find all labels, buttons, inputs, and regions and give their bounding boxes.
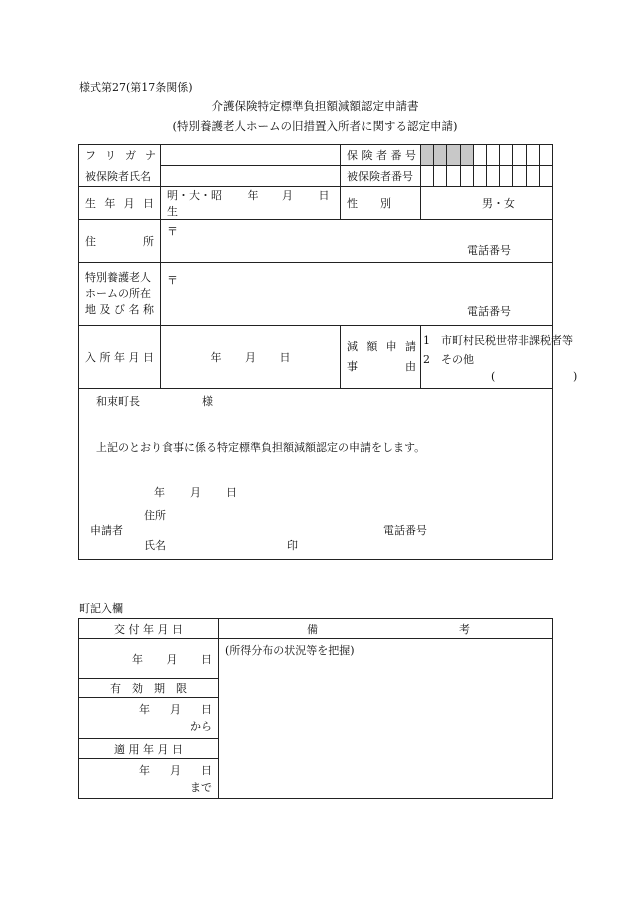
- remarks-field[interactable]: [219, 639, 553, 799]
- request-year: 年: [154, 486, 165, 499]
- request-text: 上記のとおり食事に係る特定標準負担額減額認定の申請をします。: [96, 441, 426, 454]
- addressee: 和束町長: [96, 395, 140, 408]
- insurer-number-label: 保 険 者 番 号: [341, 145, 421, 166]
- office-use-table: [78, 618, 553, 799]
- address-field[interactable]: [161, 220, 553, 263]
- apply-until: まで: [190, 780, 212, 794]
- applicant-name-label: 氏名: [144, 539, 166, 552]
- valid-period-label: 有 効 期 限: [79, 679, 219, 698]
- applicant-phone-label: 電話番号: [383, 524, 427, 537]
- facility-postal-mark: 〒: [167, 274, 178, 287]
- insured-name-field[interactable]: [161, 166, 341, 187]
- reason-paren-close: ): [573, 370, 578, 383]
- insurer-number-boxes[interactable]: [421, 145, 553, 166]
- request-month: 月: [190, 486, 201, 499]
- issue-date-field[interactable]: 年 月 日: [79, 639, 219, 679]
- application-form-table: [78, 144, 578, 560]
- remarks-header: 備 考: [219, 619, 553, 639]
- reduction-reason-label: 減額申請 事 由: [341, 326, 421, 389]
- gender-label: 性 別: [341, 187, 421, 220]
- valid-from: から: [190, 720, 212, 733]
- remarks-note: (所得分布の状況等を把握): [225, 644, 355, 657]
- form-title: 介護保険特定標準負担額減額認定申請書: [211, 99, 419, 113]
- gender-field[interactable]: 男・女: [421, 187, 553, 220]
- dob-label: 生 年 月 日: [79, 187, 161, 220]
- postal-mark: 〒: [167, 225, 178, 238]
- apply-date-label: 適 用 年 月 日: [79, 739, 219, 759]
- address-phone-label: 電話番号: [467, 244, 511, 257]
- furigana-field[interactable]: [161, 145, 341, 166]
- dob-field[interactable]: 明・大・昭 年 月 日生: [161, 187, 341, 220]
- insured-number-label: 被保険者番号: [341, 166, 421, 187]
- reason-option-2[interactable]: 2 その他: [423, 353, 474, 366]
- office-section-label: 町記入欄: [79, 602, 123, 615]
- applicant-label: 申請者: [90, 524, 123, 537]
- reason-option-1[interactable]: 1 市町村民税世帯非課税者等: [423, 334, 573, 347]
- form-subtitle: (特別養護老人ホームの旧措置入所者に関する認定申請): [172, 119, 458, 133]
- addressee-suffix: 様: [202, 395, 213, 408]
- admission-date-label: 入 所 年 月 日: [79, 326, 161, 389]
- apply-date-field[interactable]: 年 月 日 まで: [79, 759, 219, 799]
- insured-name-label: 被保険者氏名: [79, 166, 161, 187]
- admission-date-field[interactable]: 年 月 日: [161, 326, 341, 389]
- facility-label: 特別養護老人 ホームの所在 地 及 び 名 称: [79, 263, 161, 326]
- valid-period-field[interactable]: 年 月 日 から: [79, 698, 219, 739]
- applicant-address-label: 住所: [144, 509, 166, 522]
- declaration-section: [79, 389, 553, 560]
- reduction-reason-options[interactable]: [421, 326, 578, 389]
- furigana-label: フ リ ガ ナ: [79, 145, 161, 166]
- issue-date-label: 交 付 年 月 日: [79, 619, 219, 639]
- facility-phone-label: 電話番号: [467, 305, 511, 318]
- seal-label: 印: [287, 539, 298, 552]
- insured-number-boxes[interactable]: [421, 166, 553, 187]
- reason-paren-open: (: [491, 370, 496, 383]
- form-id: 様式第27(第17条関係): [79, 81, 193, 94]
- request-day: 日: [226, 486, 237, 499]
- address-label: 住 所: [79, 220, 161, 263]
- facility-field[interactable]: [161, 263, 553, 326]
